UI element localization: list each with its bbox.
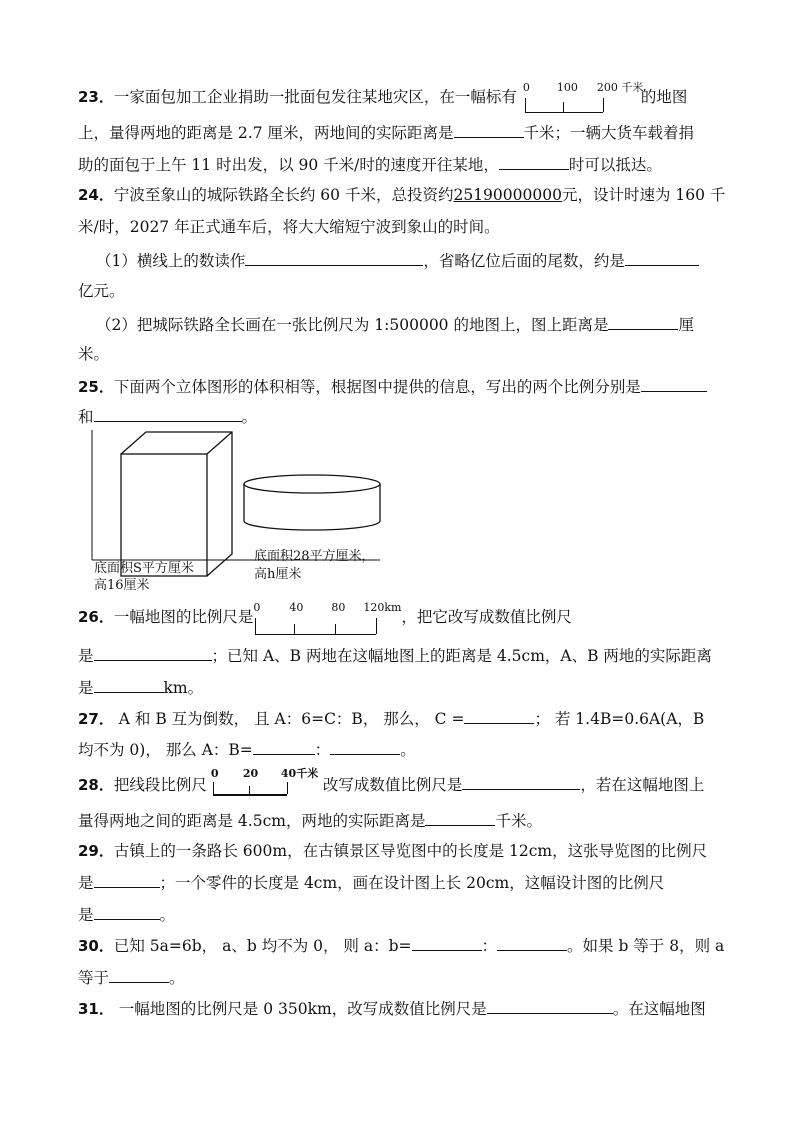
q23-text: 助的面包于上午 11 时出发，以 90 千米/时的速度开往某地，	[78, 156, 499, 174]
answer-blank[interactable]	[94, 675, 164, 693]
q24-part-1-cont	[78, 280, 125, 302]
q23-text: 千米；一辆大货车载着捐	[523, 124, 695, 142]
q28-line-2	[78, 808, 542, 832]
scale-tick	[376, 618, 377, 634]
answer-blank[interactable]	[330, 737, 400, 755]
q24-text: 米/时，2027 年正式通车后，将大大缩短宁波到象山的时间。	[78, 218, 500, 236]
q27-text: ：	[314, 741, 331, 759]
q29-text: 古镇上的一条路长 600m，在古镇景区导览图中的长度是 12cm，这张导览图的比例尺	[113, 842, 708, 860]
answer-blank[interactable]	[109, 965, 169, 983]
q28-text: 把线段比例尺	[113, 776, 207, 794]
q30-text: 。	[169, 969, 185, 987]
q26-text: ，把它改写成数值比例尺	[401, 608, 572, 626]
q24-text: 米。	[78, 345, 110, 363]
underlined-amount: 25190000000	[453, 186, 562, 204]
q25-text: 下面两个立体图形的体积相等，根据图中提供的信息，写出的两个比例分别是	[113, 378, 641, 396]
q23-text: 一家面包加工企业捐助一批面包发往某地灾区，在一幅标有	[113, 88, 517, 106]
q26-line-1	[78, 601, 572, 634]
q24-part-2-cont	[78, 343, 109, 365]
answer-blank[interactable]	[245, 248, 423, 266]
q27-text: 。	[400, 741, 416, 759]
q25-line-1	[78, 374, 707, 398]
scale-tick	[603, 98, 604, 112]
answer-blank[interactable]	[608, 312, 678, 330]
q30-line-2	[78, 965, 185, 989]
cylinder-caption-2: 高h厘米	[254, 567, 302, 582]
q25-text: 。	[241, 408, 258, 426]
q24-text: 元，设计时速为 160 千	[561, 186, 726, 204]
q28-line-1	[78, 767, 705, 796]
q27-text: A 和 B 互为倒数， 且 A：6=C：B， 那么， C =	[113, 710, 465, 728]
q25-line-2	[78, 404, 257, 428]
answer-blank[interactable]	[454, 120, 524, 138]
answer-blank[interactable]	[253, 737, 315, 755]
answer-blank[interactable]	[499, 152, 569, 170]
q31-text: 一幅地图的比例尺是 0 350km，改写成数值比例尺是	[113, 1000, 487, 1018]
q24-text: 宁波至象山的城际铁路全长约 60 千米，总投资约	[113, 186, 454, 204]
answer-blank[interactable]	[412, 933, 482, 951]
q26-text: km。	[163, 679, 204, 697]
answer-blank[interactable]	[625, 248, 699, 266]
scale-bar	[255, 626, 376, 635]
q23-text: 上，量得两地的距离是 2.7 厘米，两地间的实际距离是	[78, 124, 454, 142]
scale-label: 0	[210, 767, 219, 780]
cylinder-caption-1: 底面积28平方厘米，	[254, 549, 375, 564]
scale-label: 100	[556, 81, 578, 94]
scale-label: 200 千米	[596, 81, 644, 94]
q23-text: 时可以抵达。	[568, 156, 662, 174]
q30-text: 。如果 b 等于 8，则 a	[567, 937, 725, 955]
answer-blank[interactable]	[94, 902, 160, 920]
q24-text: （2）把城际铁路全长画在一张比例尺为 1:500000 的地图上，图上距离是	[96, 316, 609, 334]
q26-text: ；已知 A、B 两地在这幅地图上的距离是 4.5cm，A、B 两地的实际距离	[211, 647, 712, 665]
q26-line-3	[78, 675, 203, 699]
q28-text: ，若在这幅地图上	[580, 776, 705, 794]
answer-blank[interactable]	[94, 404, 242, 422]
q24-part-1	[96, 248, 699, 272]
scale-label: 0	[522, 81, 530, 94]
q30-line-1	[78, 933, 724, 957]
cuboid	[121, 432, 232, 576]
answer-blank[interactable]	[94, 870, 160, 888]
question-number: 27．	[78, 710, 114, 728]
q28-text: 量得两地之间的距离是 4.5cm，两地的实际距离是	[78, 812, 426, 830]
scale-label: 40	[289, 601, 304, 614]
q24-text: 厘	[678, 316, 694, 334]
answer-blank[interactable]	[425, 808, 495, 826]
q31-line-1	[78, 996, 706, 1020]
q29-line-2	[78, 870, 664, 894]
q26-text: 是	[78, 647, 94, 665]
question-number: 23．	[78, 88, 114, 106]
scale-tick	[287, 782, 288, 794]
scale-label: 20	[242, 767, 259, 780]
question-number: 29．	[78, 842, 114, 860]
question-number: 28．	[78, 776, 114, 794]
q29-text: 是	[78, 906, 94, 924]
q27-text: ； 若 1.4B=0.6A(A，B	[534, 710, 705, 728]
q26-text: 一幅地图的比例尺是	[113, 608, 254, 626]
q26-line-2	[78, 643, 712, 667]
q30-text: 已知 5a=6b， a、b 均不为 0， 则 a：b=	[113, 937, 412, 955]
scale-bar	[213, 786, 287, 796]
q30-text: ：	[481, 937, 498, 955]
question-number: 31．	[78, 1000, 114, 1018]
q27-line-2	[78, 737, 416, 761]
q26-line-scale	[253, 601, 402, 634]
q26-text: 是	[78, 679, 94, 697]
answer-blank[interactable]	[462, 772, 580, 790]
q29-text: 。	[159, 906, 176, 924]
q29-line-3	[78, 902, 175, 926]
scale-label: 80	[331, 601, 346, 614]
q23-text: 的地图	[640, 88, 688, 106]
q28-text: 千米。	[495, 812, 542, 830]
q24-line-2	[78, 216, 500, 238]
scale-label: 120km	[363, 601, 402, 614]
q23-line-scale	[517, 81, 644, 112]
q28-text: 改写成数值比例尺是	[322, 776, 463, 794]
q23-line-3	[78, 152, 662, 176]
scale-label: 0	[253, 601, 261, 614]
q24-line-1	[78, 184, 725, 206]
question-number: 25．	[78, 378, 114, 396]
answer-blank[interactable]	[497, 933, 567, 951]
q23-line-2	[78, 120, 694, 144]
q30-text: 等于	[78, 969, 110, 987]
scale-label: 40千米	[280, 767, 319, 780]
q24-text: （1）横线上的数读作	[96, 252, 246, 270]
answer-blank[interactable]	[464, 706, 534, 724]
question-number: 30．	[78, 937, 114, 955]
q24-text: 亿元。	[78, 282, 125, 300]
answer-blank[interactable]	[94, 643, 212, 661]
scale-bar	[525, 104, 603, 113]
question-number: 26．	[78, 608, 114, 626]
q25-text: 和	[78, 408, 94, 426]
q24-part-2	[96, 312, 694, 336]
q23-line-1	[78, 81, 688, 112]
q27-line-1	[78, 706, 704, 730]
cuboid-caption-1: 底面积S平方厘米	[94, 561, 194, 576]
q28-line-scale	[207, 767, 323, 796]
q29-text: 是	[78, 874, 94, 892]
q29-text: ；一个零件的长度是 4cm，画在设计图上长 20cm，这幅设计图的比例尺	[159, 874, 665, 892]
q31-text: 。在这幅地图	[612, 1000, 706, 1018]
answer-blank[interactable]	[487, 996, 613, 1014]
cuboid-caption-2: 高16厘米	[94, 578, 150, 593]
question-number: 24．	[78, 186, 114, 204]
answer-blank[interactable]	[641, 374, 707, 392]
cylinder	[244, 475, 380, 530]
q29-line-1	[78, 840, 707, 862]
q24-text: ，省略亿位后面的尾数，约是	[423, 252, 625, 270]
q27-text: 均不为 0)， 那么 A：B=	[78, 741, 253, 759]
